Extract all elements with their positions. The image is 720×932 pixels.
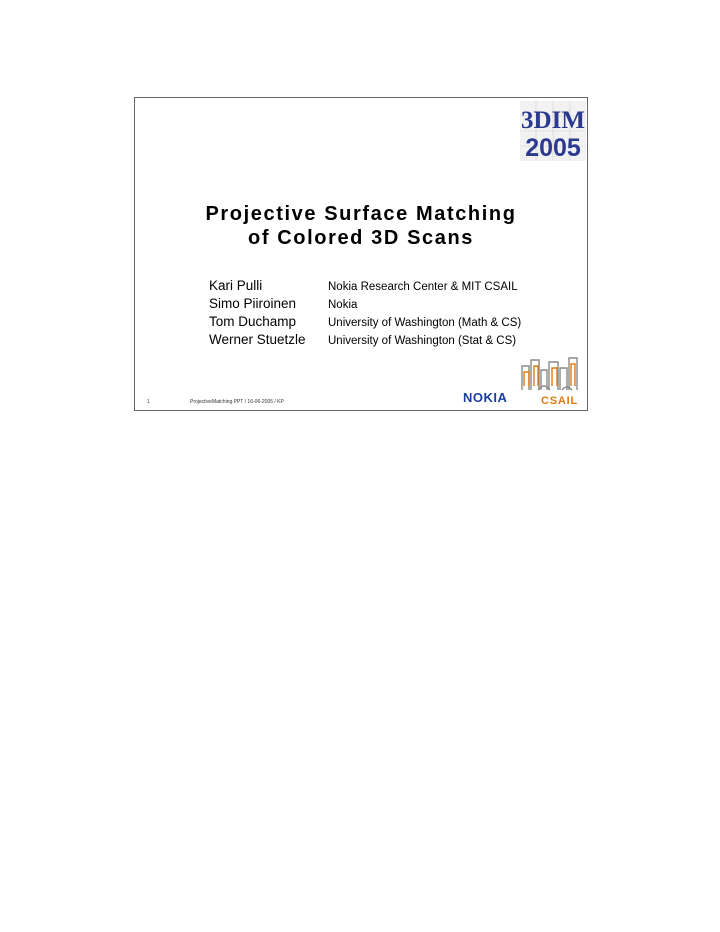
author-affiliation: Nokia	[328, 299, 358, 311]
author-name: Tom Duchamp	[209, 314, 297, 329]
title-line-1: Projective Surface Matching	[205, 203, 517, 225]
author-name: Werner Stuetzle	[209, 332, 306, 347]
logo-line-1: 3DIM	[521, 107, 585, 134]
csail-logo-text: CSAIL	[541, 395, 578, 407]
author-affiliation: University of Washington (Math & CS)	[328, 317, 522, 329]
author-row	[209, 332, 569, 350]
footer-text: ProjectiveMatching.PPT / 16-06-2005 / KP	[190, 399, 284, 405]
slide-title	[135, 202, 587, 250]
author-row	[209, 296, 569, 314]
slide	[134, 97, 588, 411]
logo-line-2: 2005	[525, 134, 581, 161]
page-number: 1	[147, 399, 150, 405]
author-name: Kari Pulli	[209, 278, 263, 293]
author-affiliation: Nokia Research Center & MIT CSAIL	[328, 281, 518, 293]
author-name: Simo Piiroinen	[209, 296, 297, 311]
author-row	[209, 278, 569, 296]
title-line-2: of Colored 3D Scans	[248, 227, 474, 249]
author-row	[209, 314, 569, 332]
author-affiliation: University of Washington (Stat & CS)	[328, 335, 517, 347]
3dim-2005-logo	[520, 101, 586, 161]
author-list	[209, 278, 569, 350]
nokia-logo: NOKIA	[463, 390, 508, 405]
